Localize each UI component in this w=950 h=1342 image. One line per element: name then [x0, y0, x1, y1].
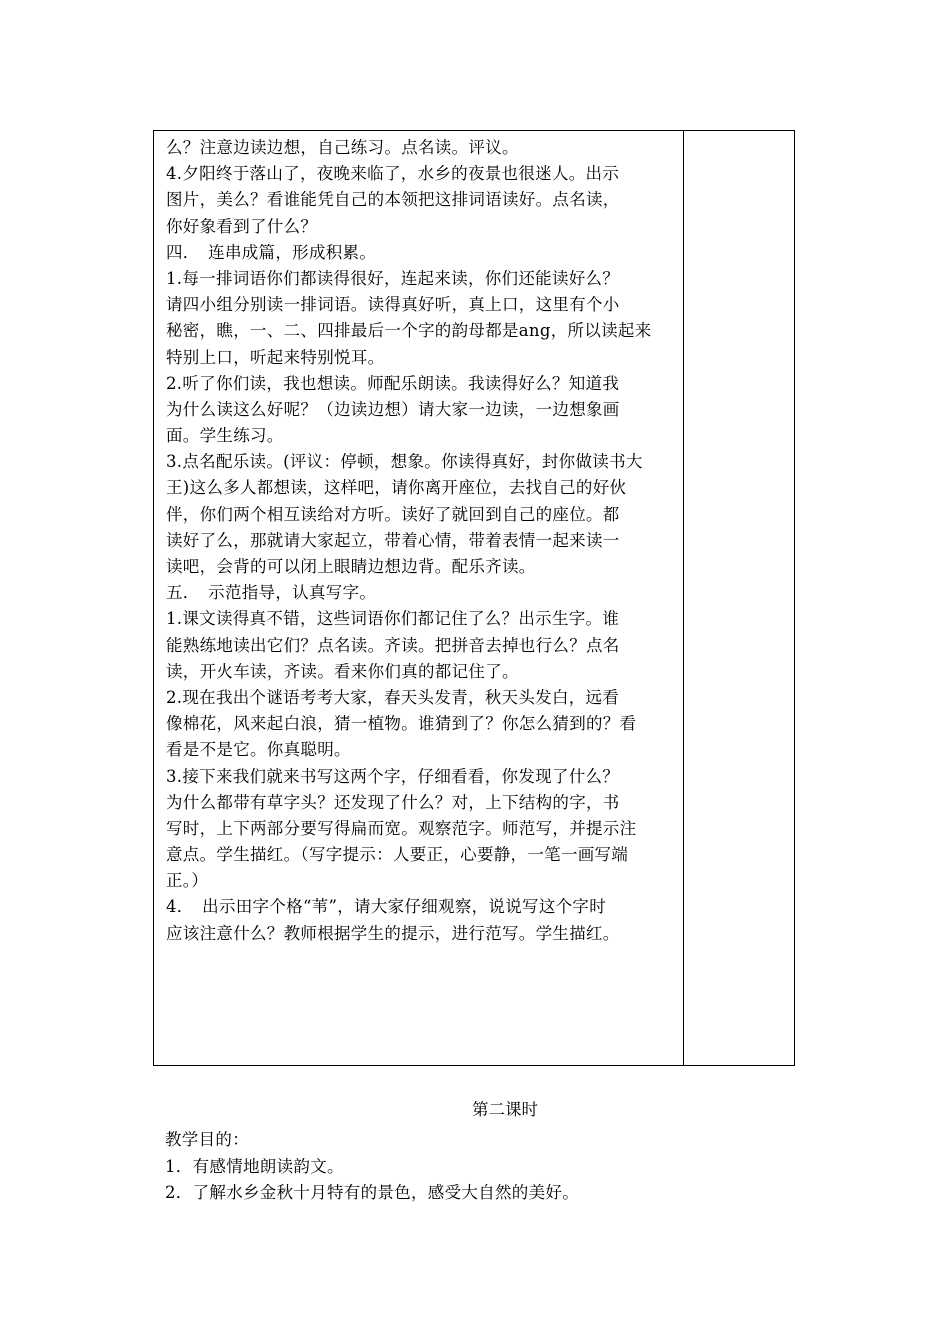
text-line: 读好了么，那就请大家起立，带着心情，带着表情一起来读一	[166, 530, 620, 550]
text-line: 看是不是它。你真聪明。	[166, 740, 351, 760]
text-line: 能熟练地读出它们？点名读。齐读。把拼音去掉也行么？点名	[166, 635, 620, 655]
text-line: 么？注意边读边想，自己练习。点名读。评议。	[166, 138, 519, 157]
text-line: 为什么读这么好呢？（边读边想）请大家一边读，一边想象画	[166, 399, 620, 419]
text-line: 特别上口，听起来特别悦耳。	[166, 347, 385, 367]
text-line: 1．有感情地朗读韵文。	[165, 1156, 344, 1176]
text-line: 四． 连串成篇，形成积累。	[166, 242, 377, 262]
text-line: 五． 示范指导，认真写字。	[166, 583, 377, 603]
text-line: 写时，上下两部分要写得扁而宽。观察范字。师范写，并提示注	[166, 818, 637, 838]
text-line: 3.接下来我们就来书写这两个字，仔细看看，你发现了什么？	[166, 766, 620, 786]
text-line: 面。学生练习。	[166, 426, 284, 446]
teaching-objectives	[165, 1127, 785, 1207]
lesson-content-cell	[154, 131, 684, 1065]
text-line: 3.点名配乐读。(评议：停顿，想象。你读得真好，封你做读书大	[166, 452, 643, 472]
text-line: 为什么都带有草字头？还发现了什么？对，上下结构的字，书	[166, 792, 620, 812]
text-line: 图片，美么？看谁能凭自己的本领把这排词语读好。点名读，	[166, 190, 620, 210]
text-line: 意点。学生描红。（写字提示：人要正，心要静，一笔一画写端	[166, 845, 629, 865]
text-line: 秘密，瞧，一、二、四排最后一个字的韵母都是ang，所以读起来	[166, 321, 652, 341]
text-line: 读，开火车读，齐读。看来你们真的都记住了。	[166, 661, 519, 681]
text-line: 1.课文读得真不错，这些词语你们都记住了么？出示生字。谁	[166, 609, 620, 629]
text-line: 2.现在我出个谜语考考大家，春天头发青，秋天头发白，远看	[166, 687, 620, 707]
text-line: 读吧，会背的可以闭上眼睛边想边背。配乐齐读。	[166, 557, 536, 576]
notes-cell	[684, 131, 794, 1065]
text-line: 正。）	[166, 871, 209, 891]
text-line: 像棉花，风来起白浪，猜一植物。谁猜到了？你怎么猜到的？看	[166, 714, 637, 734]
lesson-plan-table	[153, 130, 795, 1066]
text-line: 伴，你们两个相互读给对方听。读好了就回到自己的座位。都	[166, 504, 620, 524]
text-line: 4.夕阳终于落山了，夜晚来临了，水乡的夜景也很迷人。出示	[166, 164, 620, 184]
text-line: 应该注意什么？教师根据学生的提示，进行范写。学生描红。	[166, 923, 620, 943]
text-line: 1.每一排词语你们都读得很好，连起来读，你们还能读好么？	[166, 268, 620, 288]
text-line: 4． 出示田字个格“苇”，请大家仔细观察，说说写这个字时	[166, 897, 607, 917]
text-line: 王)这么多人都想读，这样吧，请你离开座位，去找自己的好伙	[166, 478, 627, 498]
text-line: 2．了解水乡金秋十月特有的景色，感受大自然的美好。	[165, 1183, 579, 1202]
text-line: 2.听了你们读，我也想读。师配乐朗读。我读得好么？知道我	[166, 373, 620, 393]
text-line: 教学目的：	[165, 1130, 249, 1149]
text-line: 请四小组分别读一排词语。读得真好听，真上口，这里有个小	[166, 295, 620, 315]
section-title: 第二课时	[472, 1100, 538, 1119]
text-line: 你好象看到了什么？	[166, 216, 318, 236]
